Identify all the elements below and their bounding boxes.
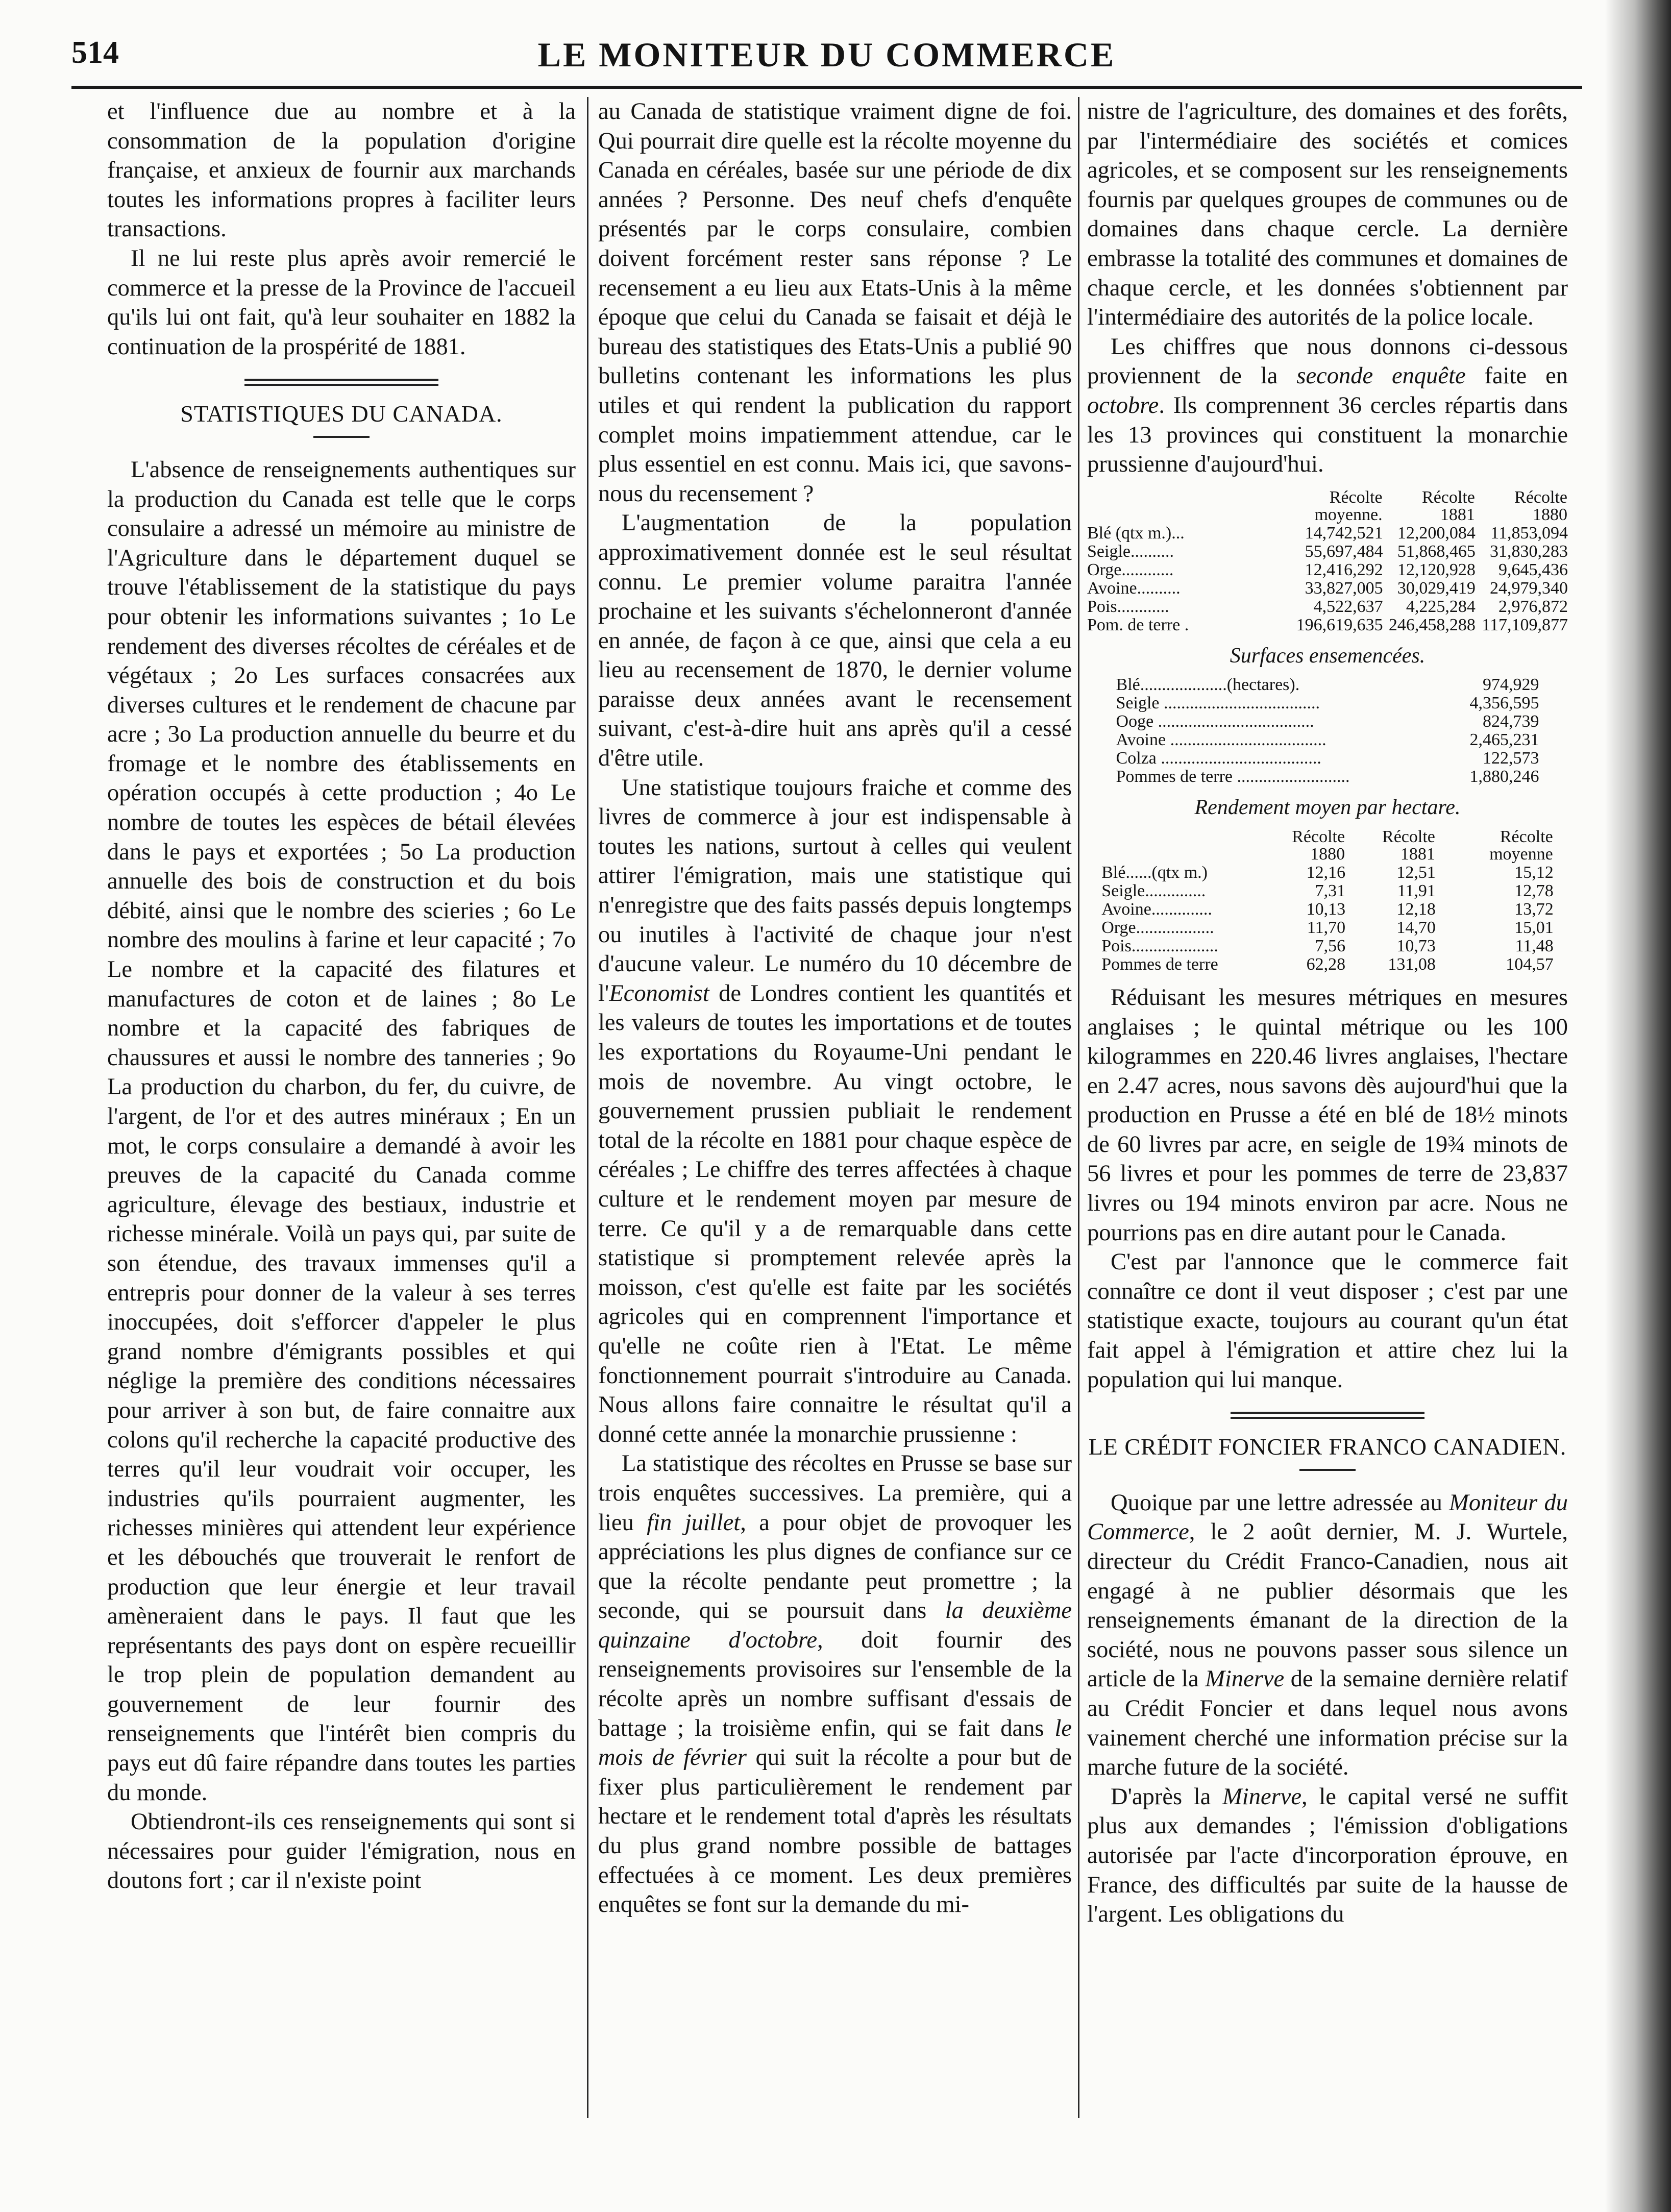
column-3 xyxy=(1087,97,1568,2139)
column-header: Récolte moyenne xyxy=(1489,827,1553,864)
text-run: , doit fournir des renseignements provisoires sur l'ensemble de la récolte après un nombre suffisant d'essais de battage ; la troisième enfin, qui se fait dans xyxy=(598,1627,1072,1741)
cell: 12,416,292 xyxy=(1305,560,1383,579)
harvest-table xyxy=(1087,488,1568,634)
column-header: Récolte 1880 xyxy=(1292,827,1345,864)
cell: 31,830,283 xyxy=(1490,542,1568,561)
italic-text: la deuxième quinzaine d'octobre xyxy=(598,1597,1072,1653)
paragraph xyxy=(598,773,1072,1449)
cell: 51,868,465 xyxy=(1397,542,1476,561)
paragraph xyxy=(1087,332,1568,479)
text-run: Une statistique toujours fraiche et comme des livres de commerce à jour est indispensable à toutes les nations, surtout à celles qui veulent attirer l'émigration, mais une statistique qui n'enregistre que des faits passés depuis longtemps ou inutiles à l'activité de chaque jour n'est d'aucune valeur. Le numéro du 10 décembre de l' xyxy=(598,774,1072,1006)
cell: 824,739 xyxy=(1482,712,1539,731)
table-caption: Rendement moyen par hectare. xyxy=(1194,796,1461,820)
cell: 11,70 xyxy=(1307,918,1346,937)
cell: 9,645,436 xyxy=(1498,560,1568,579)
paragraph xyxy=(1087,1782,1568,1929)
text-run: , a pour objet de provoquer les appréciations les plus dignes de confiance sur ce que la récolte pendante peut promettre ; la seconde, qui se poursuit dans xyxy=(598,1509,1072,1624)
column-2 xyxy=(598,97,1072,2139)
paragraph: L'augmentation de la population approximativement donnée est le seul résultat connu. Le premier volume paraitra l'année prochaine et les suivants s'échelonneront d'année en année, de façon à ce que, ainsi que cela a eu lieu au recensement de 1870, le dernier volume paraisse deux années avant le recensement suivant, c'est-à-dire huit ans après qu'il a cessé d'être utile. xyxy=(598,510,1072,772)
title-rule xyxy=(313,436,370,438)
text-run: de la semaine dernière relatif au Crédit Foncier et dans lequel nous avons vainement cherché une information précise sur la marche future de la société. xyxy=(1087,1666,1568,1781)
text-run: . Ils comprennent 36 cercles répartis dans les 13 provinces qui constituent la monarchie prussienne d'aujourd'hui. xyxy=(1087,392,1568,478)
row-label: Ooge .................................... xyxy=(1116,712,1314,731)
table-row xyxy=(1101,882,1553,900)
cell: 12,51 xyxy=(1396,863,1436,882)
text-run: Quoique par une lettre adressée au xyxy=(1111,1489,1449,1516)
section-title-statistiques: STATISTIQUES DU CANADA. xyxy=(180,401,503,427)
paragraph: C'est par l'annonce que le commerce fait connaître ce dont il veut disposer ; c'est par une statistique exacte, toujours au courant qu'un état fait appel à l'émigration et attire chez lui la population qui lui manque. xyxy=(1087,1249,1568,1393)
row-label: Orge............ xyxy=(1087,560,1174,579)
title-rule xyxy=(1299,1469,1356,1471)
text-run: , le 2 août dernier, M. J. Wurtele, directeur du Crédit Franco-Canadien, nous ait engagé à ne publier désormais que les renseignements émanant de la direction de la société, nous ne pouvons passer sous silence un article de la xyxy=(1087,1519,1568,1692)
text-run: de Londres contient les quantités et les valeurs de toutes les importations et de toutes les exportations du Royaume-Uni pendant le mois de novembre. Au vingt octobre, le gouvernement prussien publiait le rendement total de la récolte en 1881 pour chaque espèce de céréales ; Le chiffre des terres affectées à chaque culture et le rendement moyen par mesure de terre. Ce qu'il y a de remarquable dans cette statistique si promptement relevée après la moisson, c'est qu'elle est faite par les sociétés agricoles qui en comprennent l'importance et qu'elle ne coûte rien à l'Etat. Le même fonctionnement pourrait s'introduire au Canada. Nous allons faire connaitre le résultat qu'il a donné cette année la monarchie prussienne : xyxy=(598,980,1072,1447)
row-label: Pommes de terre xyxy=(1101,954,1218,974)
cell: 11,48 xyxy=(1515,936,1554,955)
table-row xyxy=(1087,616,1568,634)
column-divider xyxy=(587,97,588,2118)
table-row xyxy=(1116,731,1539,749)
cell: 15,12 xyxy=(1514,863,1554,882)
row-label: Pois.................... xyxy=(1101,936,1218,955)
cell: 11,853,094 xyxy=(1490,523,1568,543)
italic-text: Minerve xyxy=(1205,1666,1285,1692)
row-label: Seigle.............. xyxy=(1101,881,1206,900)
cell: 10,73 xyxy=(1396,936,1436,955)
row-label: Blé......(qtx m.) xyxy=(1101,863,1208,882)
cell: 104,57 xyxy=(1506,954,1554,974)
paragraph: L'absence de renseignements authentiques sur la production du Canada est telle que le corps consulaire a adressé un mémoire au ministre de l'Agriculture dans le département duquel se trouve l'établissement de la statistique du pays pour obtenir les informations suivantes ; 1o Le rendement des diverses récoltes de céréales et de végétaux ; 2o Les surfaces consacrées aux diverses cultures et le rendement de chacune par acre ; 3o La production annuelle du beurre et du fromage et le nombre des établissements en opération occupés à cette production ; 4o Le nombre de toutes les espèces de bétail élevées dans le pays et exportées ; 5o La production annuelle des bois de construction et du bois débité, ainsi que le nombre des scieries ; 6o Le nombre des moulins à farine et leur capacité ; 7o Le nombre et la capacité des filatures et manufactures de coton et de laines ; 8o Le nombre et la capacité des fabriques de chaussures et aussi le nombre des tanneries ; 9o La production du charbon, du fer, du cuivre, de l'argent, de l'or et des autres minéraux ; En un mot, le corps consulaire a demandé à avoir les preuves de la capacité du Canada comme agriculture, élevage des bestiaux, industrie et richesse minérale. Voilà un pays qui, par suite de son étendue, des travaux immenses qu'il a entrepris pour donner de la valeur à ses terres inoccupées, doit s'efforcer d'appeler le plus grand nombre d'émigrants possibles et qui néglige la première des conditions nécessaires pour arriver à son but, de faire connaitre aux colons qu'il recherche la capacité productive des terres qu'il leur voudrait voir occuper, les industries qu'ils pourraient augmenter, les richesses minières qui attendent leur expérience et les débouchés que trouverait le renfort de production que leur énergie et leur travail amèneraient dans le pays. Il faut que les représentants des pays dont on espère recueillir le trop plein de population demandent au gouvernement de leur fournir des renseignements que l'intérêt bien compris du pays eut dû faire répandre dans toutes les parties du monde. xyxy=(107,456,576,1806)
cell: 13,72 xyxy=(1514,899,1554,919)
section-divider xyxy=(1231,1412,1424,1419)
cell: 33,827,005 xyxy=(1305,578,1383,598)
cell: 7,31 xyxy=(1315,881,1346,900)
row-label: Avoine .................................... xyxy=(1116,730,1326,750)
section-divider xyxy=(244,379,438,386)
italic-text: fin juillet xyxy=(647,1509,741,1536)
paragraph: nistre de l'agriculture, des domaines et des forêts, par l'intermédiaire des sociétés et comices agricoles, et se composent sur les renseignements fournis par quelques groupes de communes ou de domaines dans chaque cercle. La dernière embrasse la totalité des communes et domaines de chaque cercle, et les données s'obtiennent par l'intermédiaire des autorités de la police locale. xyxy=(1087,99,1568,331)
text-run: , le capital versé ne suffit plus aux demandes ; l'émission d'obligations autorisée par l'acte d'incorporation éprouve, en France, des difficultés par suite de la hausse de l'argent. Les obligations du xyxy=(1087,1783,1568,1928)
table-row xyxy=(1087,579,1568,598)
cell: 55,697,484 xyxy=(1305,542,1383,561)
table-row xyxy=(1087,524,1568,543)
cell: 24,979,340 xyxy=(1490,578,1568,598)
surfaces-table xyxy=(1116,676,1539,786)
italic-text: octobre xyxy=(1087,392,1159,419)
table-row xyxy=(1101,919,1553,937)
text-run: Les chiffres que nous donnons ci-dessous proviennent de la xyxy=(1087,333,1568,389)
column-header: Récolte moyenne. xyxy=(1314,487,1383,524)
cell: 12,200,084 xyxy=(1397,523,1476,543)
cell: 62,28 xyxy=(1306,954,1346,974)
table-row xyxy=(1101,955,1553,974)
italic-text: seconde enquête xyxy=(1296,363,1466,389)
row-label: Pois............ xyxy=(1087,597,1169,616)
row-label: Blé (qtx m.)... xyxy=(1087,523,1185,543)
italic-text: Minerve xyxy=(1222,1783,1301,1810)
paragraph: Il ne lui reste plus après avoir remercié le commerce et la presse de la Province de l'accueil qu'ils lui ont fait, qu'à leur souhaiter en 1882 la continuation de la prospérité de 1881. xyxy=(107,245,576,360)
table-row xyxy=(1087,543,1568,561)
cell: 974,929 xyxy=(1482,675,1539,695)
column-header: Récolte 1881 xyxy=(1422,487,1475,524)
page-number: 514 xyxy=(71,35,119,70)
cell: 131,08 xyxy=(1388,954,1436,974)
row-label: Pommes de terre .......................... xyxy=(1116,767,1350,787)
cell: 12,78 xyxy=(1514,881,1554,900)
cell: 117,109,877 xyxy=(1482,615,1568,634)
row-label: Blé....................(hectares). xyxy=(1116,675,1300,695)
column-header: Récolte 1880 xyxy=(1514,487,1567,524)
cell: 1,880,246 xyxy=(1469,767,1539,787)
yield-table xyxy=(1101,828,1553,974)
cell: 246,458,288 xyxy=(1388,615,1476,634)
table-row xyxy=(1101,900,1553,919)
text-run: faite en xyxy=(1465,363,1568,389)
cell: 14,70 xyxy=(1396,918,1436,937)
text-run: qui suit la récolte a pour but de fixer plus particulièrement le rendement par hectare et le rendement total d'après les résultats du plus grand nombre possible de battages effectuées à ce moment. Les deux premières enquêtes se font sur la demande du mi- xyxy=(598,1744,1072,1918)
table-row xyxy=(1087,561,1568,579)
table-header-row xyxy=(1087,488,1568,524)
row-label: Pom. de terre . xyxy=(1087,615,1189,634)
paragraph: et l'influence due au nombre et à la consommation de la population d'origine française, et anxieux de fournir aux marchands toutes les informations propres à faciliter leurs transactions. xyxy=(107,99,576,242)
cell: 4,522,637 xyxy=(1313,597,1383,616)
cell: 10,13 xyxy=(1306,899,1346,919)
cell: 4,225,284 xyxy=(1406,597,1476,616)
scan-edge-shadow xyxy=(1605,0,1671,2212)
italic-text: Economist xyxy=(609,980,709,1006)
table-caption: Surfaces ensemencées. xyxy=(1230,644,1426,668)
paragraph: au Canada de statistique vraiment digne de foi. Qui pourrait dire quelle est la récolte moyenne du Canada en céréales, basée sur une période de dix années ? Personne. Des neuf chefs d'enquête présentés par le corps consulaire, combien doivent forcément rester sans réponse ? Le recensement a eu lieu aux Etats-Unis à la même époque que celui du Canada se faisait et déjà le bureau des statistiques des Etats-Unis a publié 90 bulletins contenant les informations les plus utiles et qui rendent la publication du rapport complet moins impatiemment attendue, car le plus essentiel en est connu. Mais ici, que savons-nous du recensement ? xyxy=(598,99,1072,507)
section-title-credit-foncier: LE CRÉDIT FONCIER FRANCO CANADIEN. xyxy=(1088,1434,1567,1460)
header-rule xyxy=(71,86,1582,89)
table-row xyxy=(1087,598,1568,616)
table-row xyxy=(1116,694,1539,712)
italic-text: le mois de février xyxy=(598,1715,1072,1771)
row-label: Colza ..................................... xyxy=(1116,749,1321,768)
journal-title: LE MONITEUR DU COMMERCE xyxy=(537,35,1116,74)
cell: 122,573 xyxy=(1482,749,1539,768)
table-row xyxy=(1116,712,1539,731)
text-run: D'après la xyxy=(1111,1783,1223,1810)
text-run: La statistique des récoltes en Prusse se base sur trois enquêtes successives. La première, qui a lieu xyxy=(598,1451,1072,1536)
cell: 12,18 xyxy=(1396,899,1436,919)
row-label: Avoine.......... xyxy=(1087,578,1181,598)
table-row xyxy=(1116,676,1539,694)
page-header xyxy=(71,20,1582,77)
paragraph: Obtiendront-ils ces renseignements qui sont si nécessaires pour guider l'émigration, nous en doutons fort ; car il n'existe point xyxy=(107,1809,576,1894)
cell: 15,01 xyxy=(1514,918,1554,937)
table-row xyxy=(1101,864,1553,882)
column-header: Récolte 1881 xyxy=(1382,827,1435,864)
table-header-row xyxy=(1101,828,1553,864)
italic-text: Moniteur du Commerce xyxy=(1087,1489,1568,1545)
cell: 30,029,419 xyxy=(1397,578,1476,598)
paragraph xyxy=(1087,1488,1568,1782)
row-label: Avoine.............. xyxy=(1101,899,1212,919)
cell: 14,742,521 xyxy=(1305,523,1383,543)
column-divider xyxy=(1078,97,1079,2118)
row-label: Orge.................. xyxy=(1101,918,1214,937)
column-1 xyxy=(107,97,576,2139)
cell: 7,56 xyxy=(1315,936,1346,955)
paragraph xyxy=(598,1449,1072,1920)
cell: 2,465,231 xyxy=(1469,730,1539,750)
cell: 11,91 xyxy=(1397,881,1436,900)
paragraph: Réduisant les mesures métriques en mesures anglaises ; le quintal métrique ou les 100 kilogrammes en 220.46 livres anglaises, l'hectare en 2.47 acres, nous savons dès aujourd'hui que la production en Prusse a été en blé de 18½ minots de 60 livres par acre, en seigle de 19¾ minots de 56 livres et pour les pommes de terre de 23,837 livres ou 194 minots environ par acre. Nous ne pourrions pas en dire autant pour le Canada. xyxy=(1087,984,1568,1246)
cell: 196,619,635 xyxy=(1296,615,1383,634)
cell: 12,120,928 xyxy=(1397,560,1476,579)
cell: 12,16 xyxy=(1306,863,1346,882)
row-label: Seigle.......... xyxy=(1087,542,1174,561)
cell: 4,356,595 xyxy=(1469,694,1539,713)
table-row xyxy=(1116,768,1539,786)
row-label: Seigle .................................... xyxy=(1116,694,1320,713)
cell: 2,976,872 xyxy=(1498,597,1568,616)
table-row xyxy=(1116,749,1539,768)
table-row xyxy=(1101,937,1553,955)
